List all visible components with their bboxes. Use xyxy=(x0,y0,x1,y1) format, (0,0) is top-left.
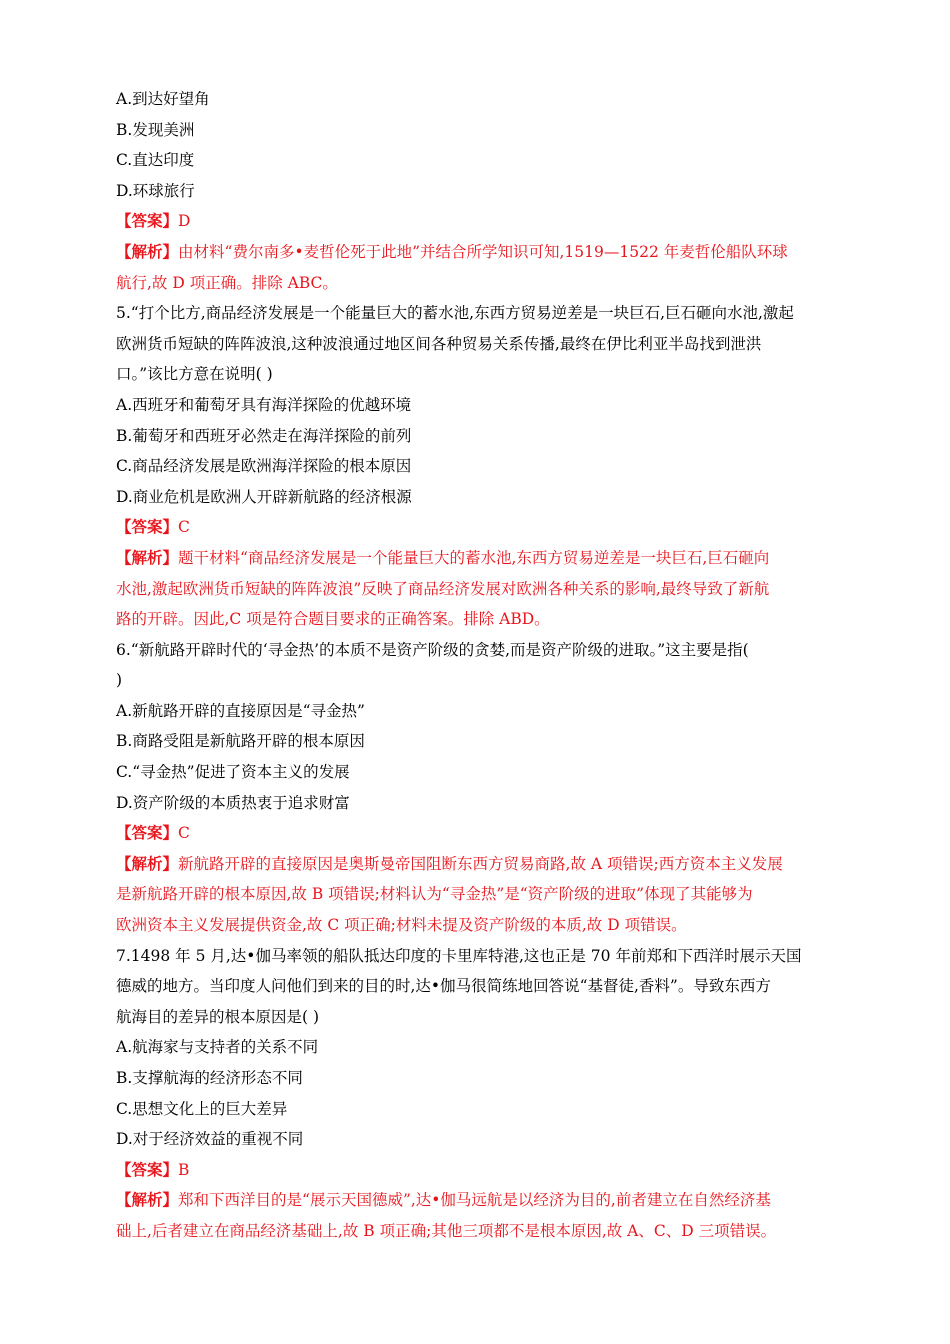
q6-option-c: C.“寻金热”促进了资本主义的发展 xyxy=(116,763,350,782)
q5-analysis-line: 路的开辟。因此,C 项是符合题目要求的正确答案。排除 ABD。 xyxy=(116,610,550,629)
q5-stem-line: 口。”该比方意在说明( ) xyxy=(116,365,273,384)
answer-value: B xyxy=(178,1160,190,1179)
q6-option-a: A.新航路开辟的直接原因是“寻金热” xyxy=(116,701,365,720)
q5-stem-line: 5.“打个比方,商品经济发展是一个能量巨大的蓄水池,东西方贸易逆差是一块巨石,巨石砸向水池,激起 xyxy=(116,304,794,323)
q4-analysis-line xyxy=(116,237,840,268)
q6-answer xyxy=(116,818,840,849)
answer-value: C xyxy=(178,518,190,537)
q4-option-a: A.到达好望角 xyxy=(116,90,210,108)
q5-option-b: B.葡萄牙和西班牙必然走在海洋探险的前列 xyxy=(116,426,412,445)
q6-analysis-line: 欧洲资本主义发展提供资金,故 C 项正确;材料未提及资产阶级的本质,故 D 项错误。 xyxy=(116,916,687,935)
q7-option-a: A.航海家与支持者的关系不同 xyxy=(116,1038,319,1057)
document-page xyxy=(116,84,840,1247)
q7-option-c: C.思想文化上的巨大差异 xyxy=(116,1099,288,1118)
analysis-text: 由材料“费尔南多•麦哲伦死于此地”并结合所学知识可知,1519—1522 年麦哲伦船队环球 xyxy=(178,242,788,261)
answer-value: C xyxy=(178,824,190,843)
q7-stem-line: 航海目的差异的根本原因是( ) xyxy=(116,1007,320,1026)
q7-answer xyxy=(116,1155,840,1186)
q7-option-b: B.支撑航海的经济形态不同 xyxy=(116,1069,303,1087)
q5-stem-line: 欧洲货币短缺的阵阵波浪,这种波浪通过地区间各种贸易关系传播,最终在伊比利亚半岛找到泄洪 xyxy=(116,334,762,353)
q6-analysis-line: 是新航路开辟的根本原因,故 B 项错误;材料认为“寻金热”是“资产阶级的进取”体现了其能够为 xyxy=(116,885,753,904)
analysis-tag: 【解析】 xyxy=(116,241,179,261)
analysis-text: 郑和下西洋目的是“展示天国德威”,达•伽马远航是以经济为目的,前者建立在自然经济基 xyxy=(178,1191,771,1210)
q6-analysis-line xyxy=(116,849,840,880)
q6-option-d: D.资产阶级的本质热衷于追求财富 xyxy=(116,793,350,812)
q7-analysis-line: 础上,后者建立在商品经济基础上,故 B 项正确;其他三项都不是根本原因,故 A、C、D 三项错误。 xyxy=(116,1221,777,1240)
q7-option-d: D.对于经济效益的重视不同 xyxy=(116,1130,304,1149)
q5-analysis-line: 水池,激起欧洲货币短缺的阵阵波浪”反映了商品经济发展对欧洲各种关系的影响,最终导致了新航 xyxy=(116,579,770,598)
q4-answer xyxy=(116,206,840,237)
q5-answer xyxy=(116,512,840,543)
analysis-text: 新航路开辟的直接原因是奥斯曼帝国阻断东西方贸易商路,故 A 项错误;西方资本主义发展 xyxy=(178,854,783,873)
analysis-tag: 【解析】 xyxy=(116,1190,179,1210)
answer-tag: 【答案】 xyxy=(116,1159,179,1179)
q7-stem-line: 德威的地方。当印度人问他们到来的目的时,达•伽马很简练地回答说“基督徒,香料”。导致东西方 xyxy=(116,977,771,996)
q4-analysis-line: 航行,故 D 项正确。排除 ABC。 xyxy=(116,273,338,292)
q7-analysis-line xyxy=(116,1185,840,1216)
q7-stem-line: 7.1498 年 5 月,达•伽马率领的船队抵达印度的卡里库特港,这也正是 70 年前郑和下西洋时展示天国 xyxy=(116,946,802,965)
answer-tag: 【答案】 xyxy=(116,211,179,231)
answer-value: D xyxy=(178,212,191,231)
q4-option-b: B.发现美洲 xyxy=(116,120,195,139)
analysis-tag: 【解析】 xyxy=(116,547,179,567)
q5-analysis-line xyxy=(116,543,840,574)
q5-option-c: C.商品经济发展是欧洲海洋探险的根本原因 xyxy=(116,457,412,476)
q6-option-b: B.商路受阻是新航路开辟的根本原因 xyxy=(116,732,365,751)
q5-option-a: A.西班牙和葡萄牙具有海洋探险的优越环境 xyxy=(116,395,412,414)
q6-stem-line: 6.“新航路开辟时代的‘寻金热’的本质不是资产阶级的贪婪,而是资产阶级的进取。”这主要是指( xyxy=(116,640,749,659)
analysis-tag: 【解析】 xyxy=(116,853,179,873)
answer-tag: 【答案】 xyxy=(116,517,179,537)
answer-tag: 【答案】 xyxy=(116,823,179,843)
q6-stem-line: ) xyxy=(116,671,123,690)
analysis-text: 题干材料“商品经济发展是一个能量巨大的蓄水池,东西方贸易逆差是一块巨石,巨石砸向 xyxy=(178,548,770,567)
q5-option-d: D.商业危机是欧洲人开辟新航路的经济根源 xyxy=(116,487,412,506)
q4-option-d: D.环球旅行 xyxy=(116,181,195,200)
q4-option-c: C.直达印度 xyxy=(116,151,195,170)
